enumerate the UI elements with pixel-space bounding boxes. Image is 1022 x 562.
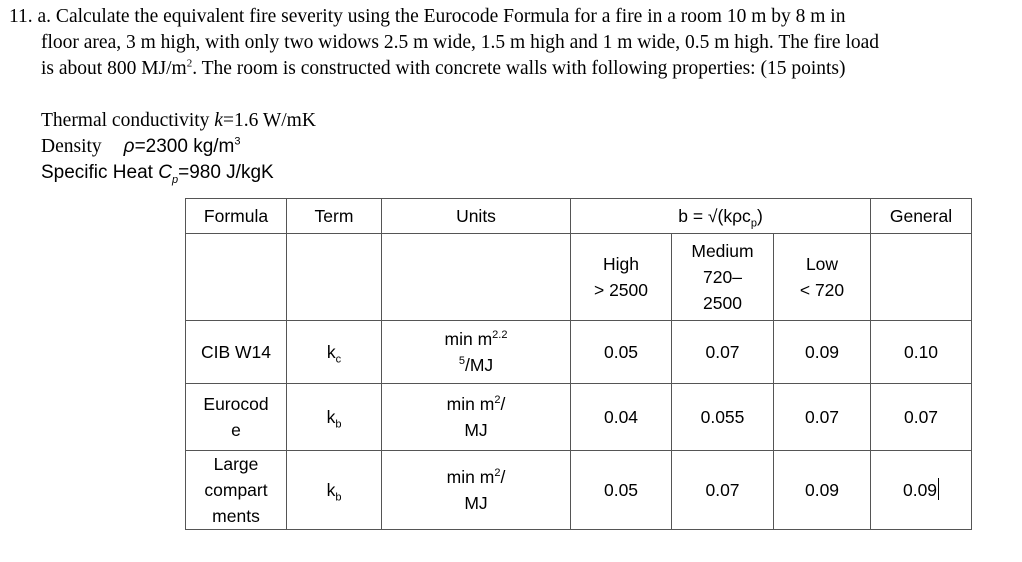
header-term: Term (287, 199, 382, 234)
table-header-row (186, 199, 972, 234)
cell-general: 0.07 (871, 384, 972, 451)
specific-heat: Specific Heat $C_p=980$ J/kgK (41, 162, 274, 186)
subheader-empty-term (287, 234, 382, 321)
cell-term: $k_b$ (287, 451, 382, 530)
table-row (186, 321, 972, 384)
table-row (186, 384, 972, 451)
table-row (186, 451, 972, 530)
cell-term: $k_b$ (287, 384, 382, 451)
subheader-empty-general (871, 234, 972, 321)
header-units: Units (382, 199, 571, 234)
cell-low: 0.09 (774, 451, 871, 530)
cell-units: $\min m^2/$ MJ (382, 451, 571, 530)
cell-medium: 0.07 (672, 451, 774, 530)
cell-term: $k_c$ (287, 321, 382, 384)
fire-severity-table (185, 198, 972, 530)
header-formula: Formula (186, 199, 287, 234)
question-line-3: is about 800 $MJ/m^2$. The room is constructed with concrete walls with following properties: (15 points) (41, 57, 846, 79)
cell-low: 0.09 (774, 321, 871, 384)
subheader-medium: Medium 720– 2500 (672, 234, 774, 321)
subheader-low: Low < 720 (774, 234, 871, 321)
cell-high: 0.05 (571, 451, 672, 530)
density: Density ρ=2300 $kg/m^3$ (41, 135, 241, 157)
subheader-empty-units (382, 234, 571, 321)
material-properties (41, 108, 316, 186)
text-cursor (938, 478, 939, 500)
cell-general: 0.10 (871, 321, 972, 384)
subheader-empty-formula (186, 234, 287, 321)
cell-medium: 0.055 (672, 384, 774, 451)
cell-low: 0.07 (774, 384, 871, 451)
question-line-2: floor area, 3 m high, with only two widows 2.5 m wide, 1.5 m high and 1 m wide, 0.5 m high. The fire load (41, 32, 880, 53)
subheader-high: High > 2500 (571, 234, 672, 321)
cell-units: $\min m^2/$ MJ (382, 384, 571, 451)
cell-high: 0.05 (571, 321, 672, 384)
cell-units: $\min m^{2.2}$ $^5$/MJ (382, 321, 571, 384)
header-b: b = √(kρc$_p$) (571, 199, 871, 234)
cell-formula: Large compart ments (186, 451, 287, 530)
thermal-conductivity: Thermal conductivity k=1.6 W/mK (41, 110, 316, 131)
cell-formula: CIB W14 (186, 321, 287, 384)
question-text (9, 4, 1015, 82)
table-subheader-row (186, 234, 972, 321)
cell-high: 0.04 (571, 384, 672, 451)
question-line-1: 11. a. Calculate the equivalent fire severity using the Eurocode Formula for a fire in a room 10 m by 8 m in (9, 6, 846, 27)
cell-general[interactable]: 0.09 (871, 451, 972, 530)
cell-medium: 0.07 (672, 321, 774, 384)
cell-formula: Eurocod e (186, 384, 287, 451)
header-general: General (871, 199, 972, 234)
